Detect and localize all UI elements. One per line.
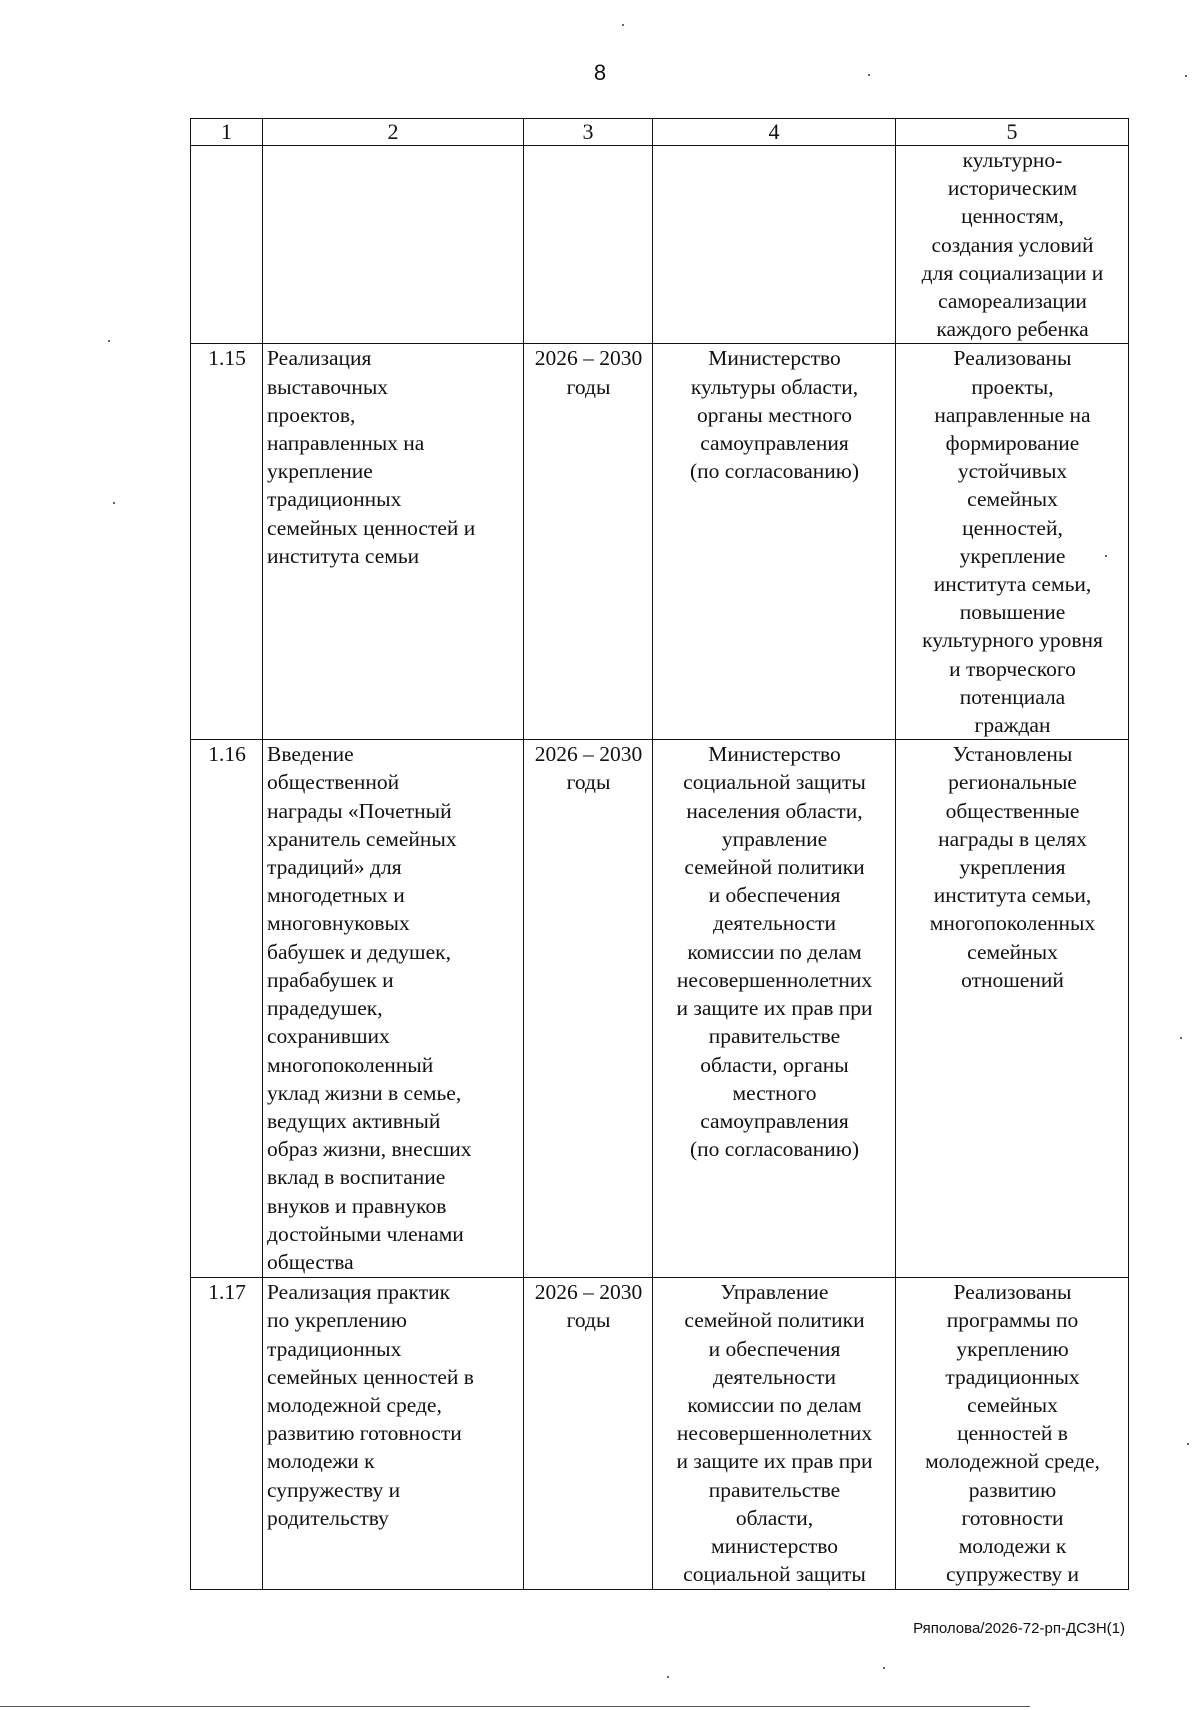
scan-speck bbox=[1185, 75, 1187, 77]
scan-speck bbox=[883, 1667, 885, 1669]
column-number-3: 3 bbox=[524, 119, 653, 146]
action-cell: Реализация практик по укреплению традиционных семейных ценностей в молодежной среде, развитию готовности молодежи к супружеству и родительству bbox=[263, 1278, 524, 1589]
scan-speck bbox=[667, 1676, 669, 1678]
executor-cell: Управление семейной политики и обеспечения деятельности комиссии по делам несовершеннолетних и защите их прав при правительстве области, министерство социальной защиты bbox=[653, 1278, 896, 1589]
action-cell bbox=[263, 146, 524, 344]
scan-speck bbox=[1187, 1443, 1189, 1445]
measures-table bbox=[190, 118, 1129, 1590]
column-number-4: 4 bbox=[653, 119, 896, 146]
scan-speck bbox=[108, 340, 110, 342]
scan-edge-line bbox=[0, 1706, 1030, 1707]
scan-speck bbox=[1105, 555, 1107, 557]
result-cell: Реализованы программы по укреплению традиционных семейных ценностей в молодежной среде, развитию готовности молодежи к супружеству и bbox=[896, 1278, 1129, 1589]
page-number: 8 bbox=[593, 60, 607, 85]
column-number-1: 1 bbox=[191, 119, 263, 146]
action-cell: Введение общественной награды «Почетный хранитель семейных традиций» для многодетных и многовнуковых бабушек и дедушек, прабабушек и прадедушек, сохранивших многопоколенный уклад жизни в семье, ведущих активный образ жизни, внесших вклад в воспитание внуков и правнуков достойными членами общества bbox=[263, 740, 524, 1278]
document-code: Ряполова/2026-72-рп-ДСЗН(1) bbox=[913, 1620, 1125, 1637]
table-row-1-16 bbox=[191, 740, 1129, 1278]
scan-speck bbox=[113, 502, 115, 504]
scan-speck bbox=[1180, 1037, 1182, 1039]
period-cell: 2026 – 2030 годы bbox=[524, 344, 653, 740]
item-number-cell: 1.17 bbox=[191, 1278, 263, 1589]
item-number-cell bbox=[191, 146, 263, 344]
result-cell: Установлены региональные общественные награды в целях укрепления института семьи, многопоколенных семейных отношений bbox=[896, 740, 1129, 1278]
scan-speck bbox=[622, 24, 624, 26]
scan-speck bbox=[868, 74, 870, 76]
result-cell: культурно- историческим ценностям, создания условий для социализации и самореализации каждого ребенка bbox=[896, 146, 1129, 344]
executor-cell: Министерство социальной защиты населения области, управление семейной политики и обеспечения деятельности комиссии по делам несовершеннолетних и защите их прав при правительстве области, органы местного самоуправления (по согласованию) bbox=[653, 740, 896, 1278]
executor-cell: Министерство культуры области, органы местного самоуправления (по согласованию) bbox=[653, 344, 896, 740]
item-number-cell: 1.15 bbox=[191, 344, 263, 740]
result-cell: Реализованы проекты, направленные на формирование устойчивых семейных ценностей, укрепление института семьи, повышение культурного уровня и творческого потенциала граждан bbox=[896, 344, 1129, 740]
table-row-1-15 bbox=[191, 344, 1129, 740]
period-cell: 2026 – 2030 годы bbox=[524, 740, 653, 1278]
item-number-cell: 1.16 bbox=[191, 740, 263, 1278]
executor-cell bbox=[653, 146, 896, 344]
period-cell: 2026 – 2030 годы bbox=[524, 1278, 653, 1589]
action-cell: Реализация выставочных проектов, направленных на укрепление традиционных семейных ценностей и института семьи bbox=[263, 344, 524, 740]
table-header-row bbox=[191, 119, 1129, 146]
period-cell bbox=[524, 146, 653, 344]
table-row-continuation bbox=[191, 146, 1129, 344]
table-row-1-17 bbox=[191, 1278, 1129, 1589]
column-number-2: 2 bbox=[263, 119, 524, 146]
column-number-5: 5 bbox=[896, 119, 1129, 146]
